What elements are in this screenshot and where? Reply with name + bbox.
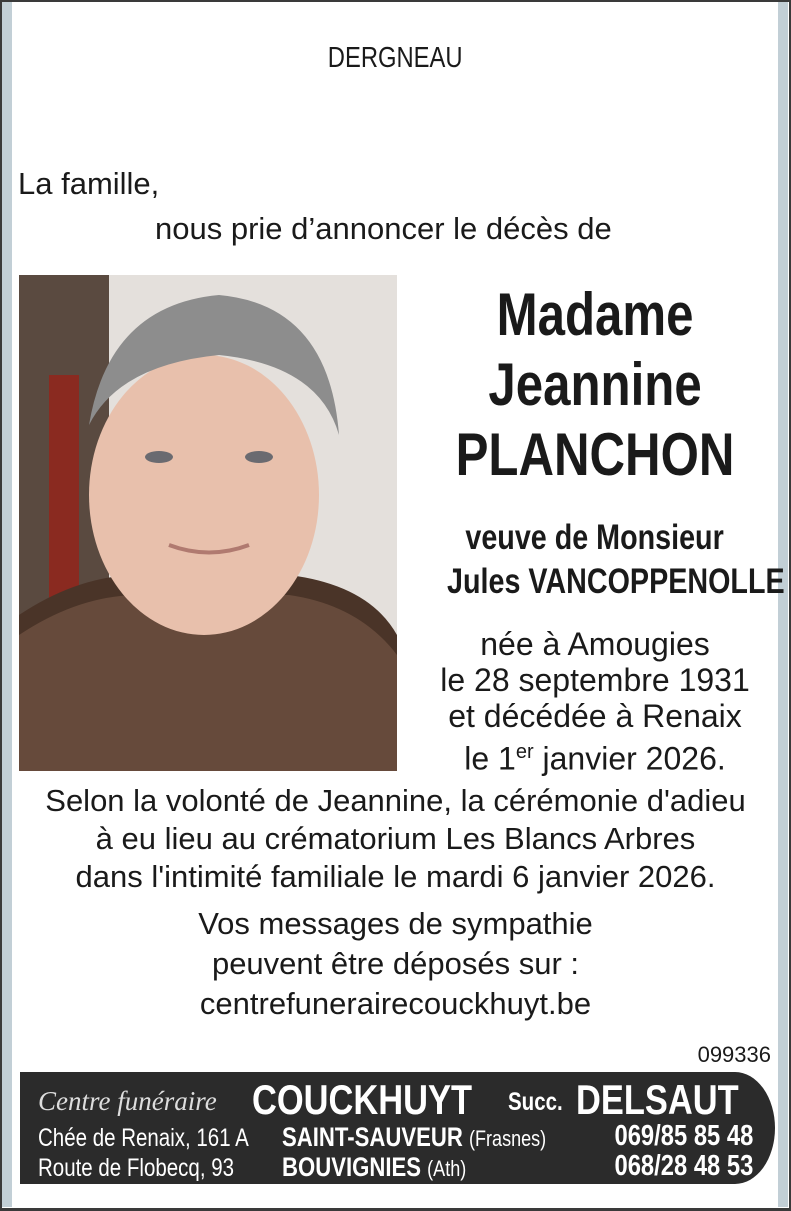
birth-date: le 28 septembre 1931 [440,662,750,698]
death-place: et décédée à Renaix [448,698,742,734]
address-2: Route de Flobecq, 93 [38,1154,235,1182]
messages-line-2: peuvent être déposés sur : [211,946,580,981]
birth-death-dates [410,626,780,777]
deceased-first-name: Jeannine [488,351,702,418]
intro-line-1: La famille, [18,166,160,201]
address-1: Chée de Renaix, 161 A [38,1124,249,1152]
ceremony-line: à eu lieu au crématorium Les Blancs Arbres [95,821,696,856]
successor-name: DELSAUT [576,1076,739,1123]
left-margin-strip [2,2,12,1207]
widow-of [410,516,785,604]
funeral-home-name: COUCKHUYT [252,1076,473,1123]
phone-1[interactable]: 069/85 85 48 [614,1120,753,1152]
city-2: BOUVIGNIES (Ath) [282,1152,467,1182]
portrait-photo [19,275,397,771]
intro-line-2: nous prie d’annoncer le décès de [155,211,612,246]
birth-place: née à Amougies [480,626,710,662]
phone-2[interactable]: 068/28 48 53 [614,1150,753,1182]
messages-text [0,904,791,984]
ceremony-line: dans l'intimité familiale le mardi 6 janvier 2026. [75,859,716,894]
widow-line-2: Jules VANCOPPENOLLE [447,562,785,601]
death-date: le 1er janvier 2026. [464,740,726,777]
deceased-name [410,280,780,490]
city-1: SAINT-SAUVEUR (Frasnes) [282,1122,547,1152]
reference-number: 099336 [697,1042,771,1067]
ceremony-line: Selon la volonté de Jeannine, la cérémonie d'adieu [45,783,746,818]
funeral-home-label: Centre funéraire [38,1086,217,1116]
messages-line-1: Vos messages de sympathie [198,906,593,941]
widow-line-1: veuve de Monsieur [465,518,725,557]
deceased-last-name: PLANCHON [455,421,735,488]
funeral-home-banner [20,1072,775,1184]
website-link[interactable]: centrefunerairecouckhuyt.be [199,986,592,1021]
succ-label: Succ. [508,1088,563,1116]
right-margin-strip [778,2,788,1207]
deceased-title: Madame [496,281,694,348]
ceremony-text [0,782,791,896]
family-name-header: DERGNEAU [328,42,463,74]
